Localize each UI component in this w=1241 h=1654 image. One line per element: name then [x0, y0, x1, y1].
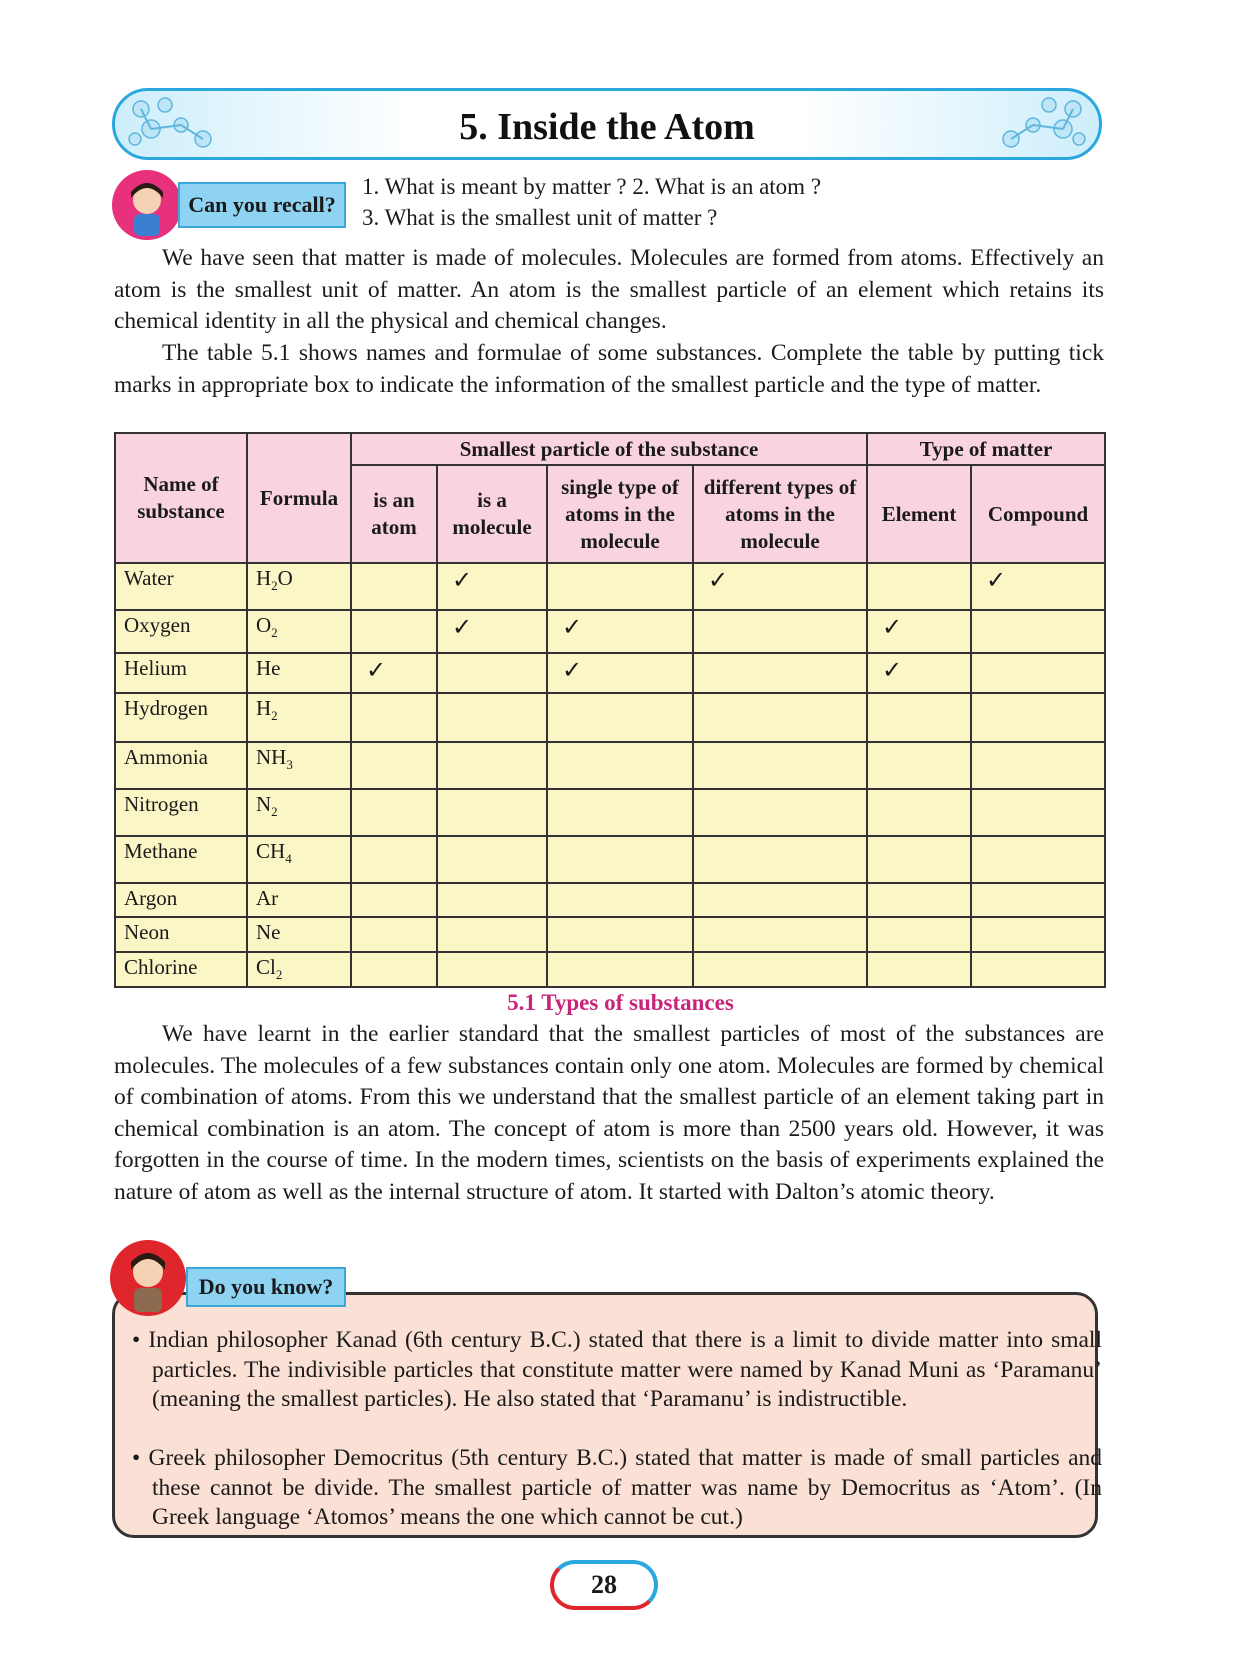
header-different-types-atoms: different types of atoms in the molecule [693, 465, 867, 563]
tick-cell[interactable] [547, 836, 693, 883]
tick-cell[interactable] [693, 742, 867, 789]
tick-cell[interactable] [547, 742, 693, 789]
table-row [115, 883, 1105, 918]
tick-cell[interactable] [971, 836, 1105, 883]
substance-name-cell: Nitrogen [115, 789, 247, 836]
tick-cell[interactable] [867, 742, 971, 789]
tick-cell[interactable] [547, 789, 693, 836]
tick-cell[interactable] [547, 952, 693, 987]
tick-cell[interactable]: ✓ [351, 653, 437, 694]
tick-cell[interactable] [437, 693, 547, 742]
tick-cell[interactable] [351, 742, 437, 789]
header-name-of-substance: Name of substance [115, 433, 247, 563]
recall-label: Can you recall? [178, 182, 346, 228]
tick-cell[interactable] [867, 917, 971, 952]
tick-cell[interactable] [351, 836, 437, 883]
substance-name-cell: Helium [115, 653, 247, 694]
formula-base: Ne [256, 920, 281, 945]
tick-cell[interactable] [971, 742, 1105, 789]
substance-name-cell: Oxygen [115, 610, 247, 653]
section-title: 5.1 Types of substances [507, 990, 734, 1015]
header-compound: Compound [971, 465, 1105, 563]
table-row [115, 952, 1105, 987]
header-is-a-molecule: is a molecule [437, 465, 547, 563]
tick-cell[interactable] [971, 610, 1105, 653]
tick-cell[interactable] [971, 883, 1105, 918]
tick-cell[interactable] [693, 836, 867, 883]
tick-cell[interactable] [867, 563, 971, 610]
substance-name-cell: Methane [115, 836, 247, 883]
tick-cell[interactable]: ✓ [547, 610, 693, 653]
header-element: Element [867, 465, 971, 563]
tick-cell[interactable]: ✓ [867, 610, 971, 653]
formula-subscript: 2 [275, 967, 283, 983]
intro-paragraph-2: The table 5.1 shows names and formulae of some substances. Complete the table by putting tick marks in appropriate box to indicate the information of the smallest particle and the type of matter. [114, 340, 1104, 398]
formula-subscript: 2 [271, 578, 278, 594]
table-row [115, 563, 1105, 610]
tick-cell[interactable] [693, 952, 867, 987]
tick-cell[interactable] [693, 917, 867, 952]
tick-cell[interactable] [693, 789, 867, 836]
tick-cell[interactable] [351, 789, 437, 836]
table-row [115, 917, 1105, 952]
tick-cell[interactable] [867, 789, 971, 836]
recall-girl-avatar [112, 170, 182, 240]
table-row [115, 742, 1105, 789]
tick-cell[interactable] [351, 563, 437, 610]
girl-thinking-icon [112, 170, 182, 240]
tick-cell[interactable] [437, 653, 547, 694]
tick-cell[interactable]: ✓ [437, 563, 547, 610]
tick-cell[interactable] [971, 789, 1105, 836]
chapter-title: 5. Inside the Atom [459, 106, 755, 148]
table-body [115, 563, 1105, 987]
know-girl-avatar [110, 1240, 186, 1316]
formula-base: Cl [256, 955, 276, 980]
formula-base: H [256, 566, 272, 590]
header-smallest-particle-group: Smallest particle of the substance [351, 433, 867, 465]
substance-name-cell: Hydrogen [115, 693, 247, 742]
tick-cell[interactable] [693, 653, 867, 694]
tick-cell[interactable] [971, 917, 1105, 952]
formula-base: CH [256, 838, 286, 863]
tick-cell[interactable] [867, 693, 971, 742]
tick-cell[interactable] [867, 952, 971, 987]
formula-cell [247, 883, 351, 918]
tick-cell[interactable] [351, 952, 437, 987]
tick-cell[interactable] [547, 883, 693, 918]
substance-name-cell: Water [115, 563, 247, 610]
formula-cell [247, 563, 351, 610]
tick-cell[interactable] [867, 883, 971, 918]
formula-cell [247, 742, 351, 789]
chapter-banner [112, 88, 1102, 160]
formula-base: NH [256, 745, 287, 770]
formula-tail: O [277, 566, 293, 590]
tick-cell[interactable] [867, 836, 971, 883]
tick-cell[interactable] [351, 610, 437, 653]
formula-cell [247, 836, 351, 883]
formula-base: Ar [256, 885, 279, 910]
tick-cell[interactable] [971, 952, 1105, 987]
tick-cell[interactable] [437, 742, 547, 789]
header-formula: Formula [247, 433, 351, 563]
formula-subscript: 2 [271, 708, 278, 724]
section-paragraph: We have learnt in the earlier standard that the smallest particles of most of the substances are molecules. The molecules of a few substances contain only one atom. Molecules are formed by chemical of combination of atoms. From this we understand that the smallest particle of an element taking part in chemical combination is an atom. The concept of atom is more than 2500 years old. However, it was forgotten in the course of time. In the modern times, scientists on the basis of experiments explained the nature of atom as well as the internal structure of atom. It started with Dalton’s atomic theory. [114, 1021, 1104, 1205]
table-row [115, 789, 1105, 836]
formula-subscript: 2 [271, 804, 278, 820]
tick-cell[interactable] [547, 563, 693, 610]
formula-cell [247, 653, 351, 694]
substance-name-cell: Neon [115, 917, 247, 952]
table-row [115, 693, 1105, 742]
formula-base: H [256, 696, 272, 721]
page-number: 28 [550, 1560, 658, 1610]
header-single-type-atoms: single type of atoms in the molecule [547, 465, 693, 563]
substance-name-cell: Chlorine [115, 952, 247, 987]
formula-base: O [256, 612, 272, 637]
tick-cell[interactable] [693, 610, 867, 653]
table-row [115, 610, 1105, 653]
do-you-know-label: Do you know? [186, 1267, 346, 1307]
formula-cell [247, 952, 351, 987]
tick-cell[interactable]: ✓ [971, 563, 1105, 610]
intro-paragraph-1: We have seen that matter is made of molecules. Molecules are formed from atoms. Effectively an atom is the smallest unit of matter. An atom is the smallest particle of an element which retains its chemical identity in all the physical and chemical changes. [114, 245, 1104, 334]
formula-base: He [256, 655, 281, 680]
table-row [115, 653, 1105, 694]
tick-cell[interactable] [693, 693, 867, 742]
tick-cell[interactable]: ✓ [437, 610, 547, 653]
tick-cell[interactable] [547, 917, 693, 952]
know-item-kanad: • Indian philosopher Kanad (6th century B.C.) stated that there is a limit to divide matter into small particles. The indivisible particles that constitute matter were named by Kanad Muni as ‘Paramanu’ (meaning the smallest particles). He also stated that ‘Paramanu’ is indistructible. [132, 1327, 1102, 1412]
header-type-of-matter-group: Type of matter [867, 433, 1105, 465]
formula-cell [247, 789, 351, 836]
tick-cell[interactable]: ✓ [547, 653, 693, 694]
substance-name-cell: Argon [115, 883, 247, 918]
tick-cell[interactable] [693, 883, 867, 918]
table-row [115, 836, 1105, 883]
recall-question-line-1: 1. What is meant by matter ? 2. What is an atom ? [362, 174, 822, 199]
recall-question-line-2: 3. What is the smallest unit of matter ? [362, 205, 718, 230]
know-item-democritus: • Greek philosopher Democritus (5th century B.C.) stated that matter is made of small particles and these cannot be divide. The smallest particle of matter was name by Democritus as ‘Atom’. (In Greek language ‘Atomos’ means the one which cannot be cut.) [132, 1445, 1102, 1530]
tick-cell[interactable] [547, 693, 693, 742]
tick-cell[interactable] [351, 917, 437, 952]
tick-cell[interactable] [437, 917, 547, 952]
tick-cell[interactable] [971, 653, 1105, 694]
formula-subscript: 3 [286, 757, 293, 773]
formula-subscript: 4 [285, 850, 292, 866]
tick-cell[interactable] [437, 883, 547, 918]
header-is-an-atom: is an atom [351, 465, 437, 563]
tick-cell[interactable]: ✓ [867, 653, 971, 694]
formula-base: N [256, 791, 272, 816]
tick-cell[interactable] [351, 883, 437, 918]
tick-cell[interactable] [437, 952, 547, 987]
girl-thinking-icon [110, 1240, 186, 1316]
tick-cell[interactable]: ✓ [693, 563, 867, 610]
substance-name-cell: Ammonia [115, 742, 247, 789]
formula-subscript: 2 [271, 625, 278, 640]
tick-cell[interactable] [437, 789, 547, 836]
formula-cell [247, 693, 351, 742]
formula-cell [247, 917, 351, 952]
tick-cell[interactable] [971, 693, 1105, 742]
formula-cell [247, 610, 351, 653]
tick-cell[interactable] [351, 693, 437, 742]
substances-table [114, 432, 1106, 988]
tick-cell[interactable] [437, 836, 547, 883]
molecule-decoration-right-icon [973, 95, 1093, 155]
